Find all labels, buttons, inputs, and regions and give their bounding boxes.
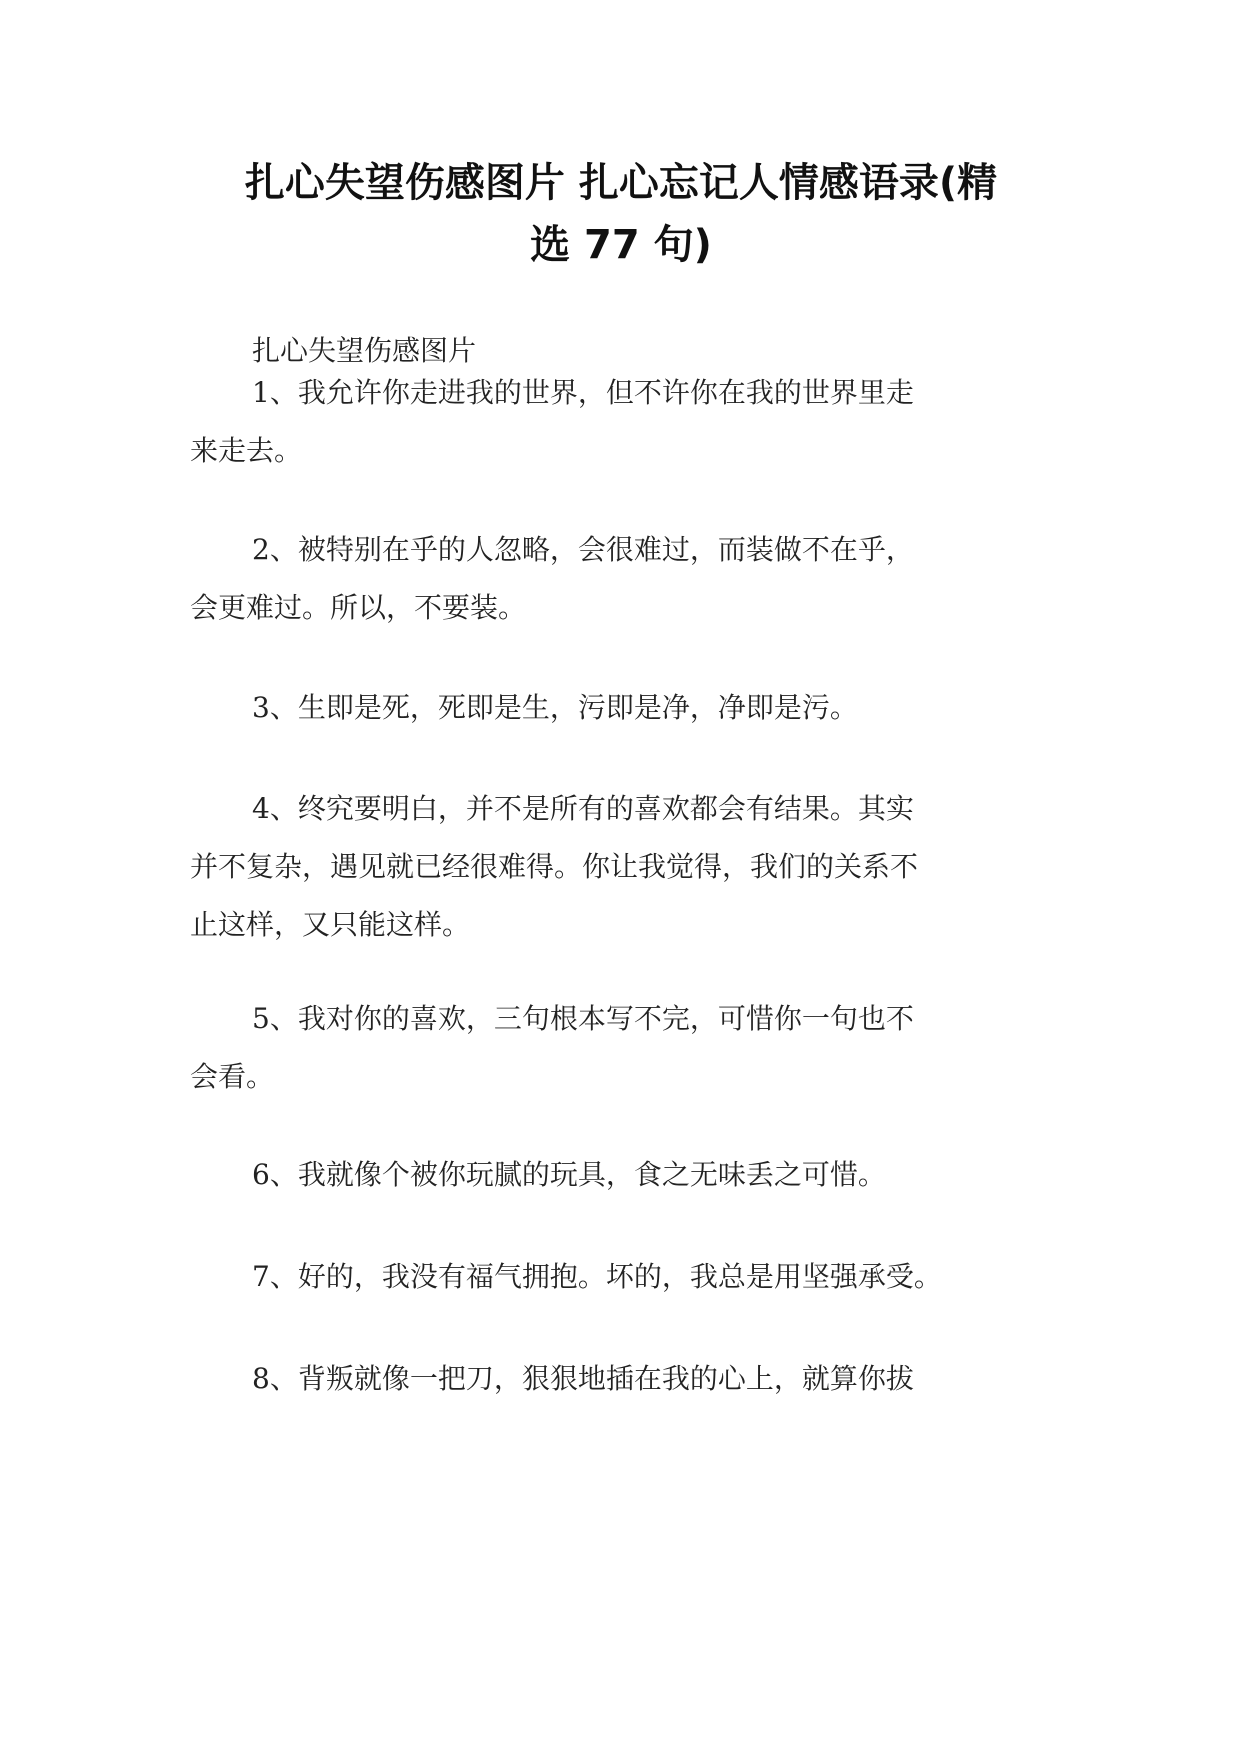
title-line: 扎心失望伤感图片 扎心忘记人情感语录(精 [244,160,998,206]
paragraph-line: 2、被特别在乎的人忽略，会很难过，而装做不在乎， [252,533,914,566]
paragraph-line: 6、我就像个被你玩腻的玩具，食之无味丢之可惜。 [252,1158,886,1191]
paragraph-line: 会更难过。所以，不要装。 [190,591,527,624]
paragraph-line: 来走去。 [190,434,303,467]
paragraph-5 [190,990,1052,1106]
paragraph-1 [190,364,1052,480]
paragraph-8 [190,1350,1052,1408]
paragraph-line: 8、背叛就像一把刀，狠狠地插在我的心上，就算你拔 [252,1362,914,1395]
document-title [190,152,1052,276]
paragraph-line: 止这样，又只能这样。 [190,908,471,941]
paragraph-line: 5、我对你的喜欢，三句根本写不完，可惜你一句也不 [252,1002,914,1035]
paragraph-6 [190,1146,1052,1204]
paragraph-7 [190,1248,1052,1306]
title-line: 选 77 句) [530,222,712,268]
paragraph-2 [190,521,1052,637]
section-heading: 扎心失望伤感图片 [252,334,477,367]
paragraph-line: 会看。 [190,1060,275,1093]
paragraph-line: 7、好的，我没有福气拥抱。坏的，我总是用坚强承受。 [252,1260,942,1293]
paragraph-line: 1、我允许你走进我的世界，但不许你在我的世界里走 [252,376,914,409]
paragraph-4 [190,780,1052,954]
paragraph-line: 4、终究要明白，并不是所有的喜欢都会有结果。其实 [252,792,914,825]
paragraph-3 [190,679,1052,737]
paragraph-line: 3、生即是死，死即是生，污即是净，净即是污。 [252,691,858,724]
paragraph-line: 并不复杂，遇见就已经很难得。你让我觉得，我们的关系不 [190,850,919,883]
